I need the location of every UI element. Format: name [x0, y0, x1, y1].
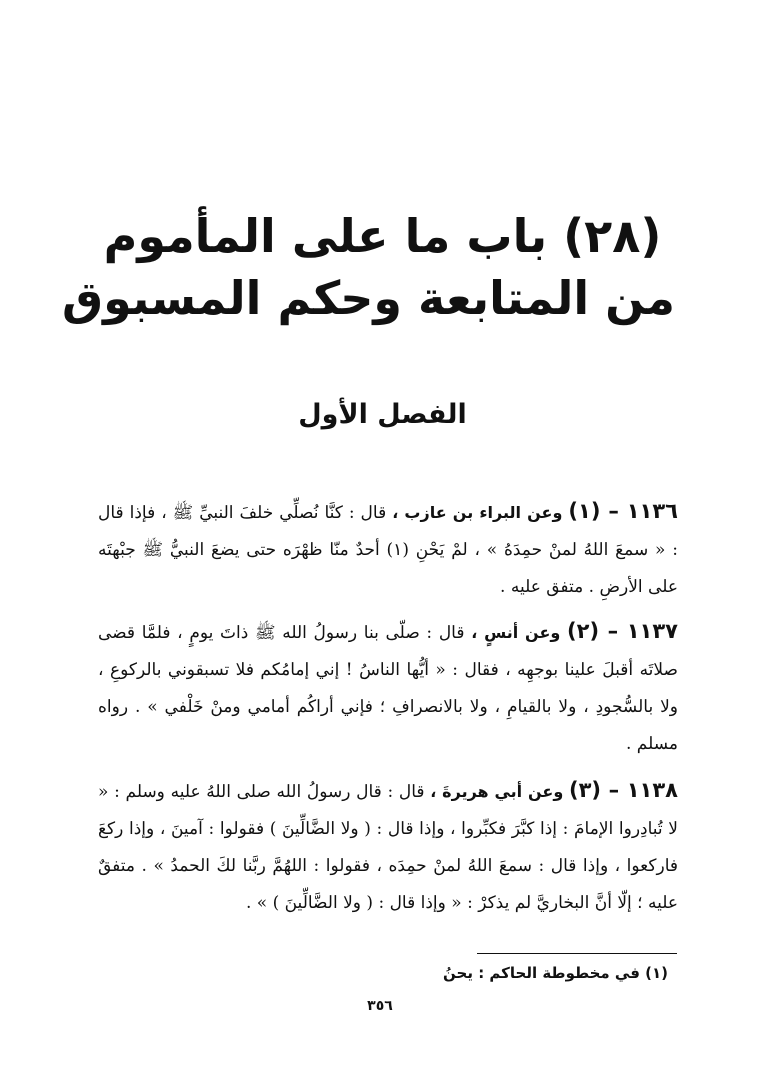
hadith-narrator: وعن أبي هريرةَ ، — [430, 782, 564, 801]
chapter-title — [62, 205, 675, 329]
hadith-number: ١١٣٧ – (٢) — [567, 619, 679, 643]
hadith-number: ١١٣٨ – (٣) — [568, 778, 678, 802]
hadith-narrator: وعن أنسٍ ، — [471, 623, 561, 642]
hadith-text: قال : كنَّا نُصلِّي خلفَ النبيِّ ﷺ ، فإذا قال : « سمعَ اللهُ لمنْ حمِدَهُ » ، لمْ يَحْنِ (١) أحدٌ منّا ظهْرَه حتى يضعَ النبيُّ ﷺ جبْهتَه على الأرضِ . متفق عليه . — [98, 503, 678, 597]
footnote: (١) في مخطوطة الحاكم : يحنُ — [443, 964, 668, 982]
chapter-title-line-1: (٢٨) باب ما على المأموم — [103, 209, 662, 263]
hadith-text: قال : صلّى بنا رسولُ الله ﷺ ذاتَ يومٍ ، فلمَّا قضى صلاتَه أقبلَ علينا بوجهِه ، فقال : « أيُّها الناسُ ! إني إمامُكم فلا تسبقوني بالركوعِ ، ولا بالسُّجودِ ، ولا بالقيامِ ، ولا بالانصرافِ ؛ فإني أراكُم أمامي ومنْ خَلْفي » . رواه مسلم . — [98, 623, 678, 754]
footnote-divider — [477, 953, 677, 954]
page-number: ٣٥٦ — [367, 998, 393, 1014]
hadith-number: ١١٣٦ – (١) — [568, 499, 678, 523]
chapter-title-line-2: من المتابعة وحكم المسبوق — [62, 271, 675, 325]
hadith-text: قال : قال رسولُ الله صلى اللهُ عليه وسلم : « لا تُبادِروا الإمامَ : إذا كبَّرَ فكبِّروا ، وإذا قال : ( ولا الضَّالِّينَ ) فقولوا : آمينَ ، وإذا ركعَ فاركعوا ، وإذا قال : سمعَ اللهُ لمنْ حمِدَه ، فقولوا : اللهُمَّ ربَّنا لكَ الحمدُ » . متفقٌ عليه ؛ إلّا أنَّ البخاريَّ لم يذكرْ : « وإذا قال : ( ولا الضَّالِّينَ ) » . — [98, 782, 678, 913]
hadith-1137 — [98, 613, 678, 763]
hadith-narrator: وعن البراء بن عازب ، — [392, 503, 563, 522]
hadith-1136 — [98, 493, 678, 606]
hadith-1138 — [98, 772, 678, 922]
section-heading: الفصل الأول — [298, 399, 467, 430]
